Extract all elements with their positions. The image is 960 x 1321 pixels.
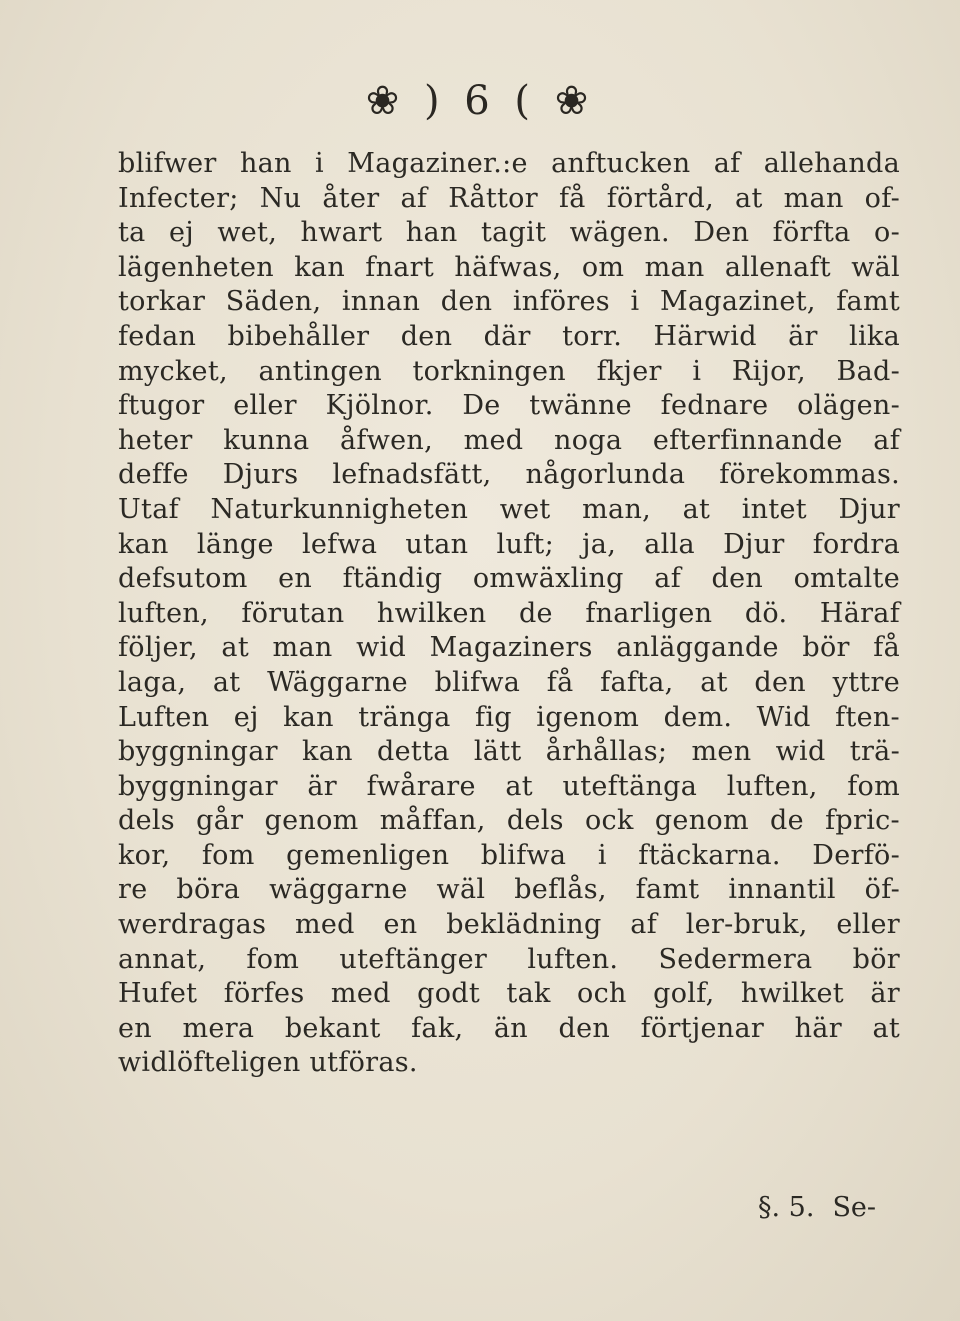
body-text xyxy=(118,147,900,1081)
text-line: mycket, antingen torkningen fkjer i Rijor, Bad- xyxy=(118,355,900,387)
text-line: Luften ej kan tränga fig igenom dem. Wid ften- xyxy=(118,701,900,733)
text-line: deffe Djurs lefnadsfätt, någorlunda förekommas. xyxy=(118,459,900,491)
text-line: byggningar kan detta lätt århållas; men wid trä- xyxy=(118,736,900,768)
text-line: ftugor eller Kjölnor. De twänne fednare olägen- xyxy=(118,390,900,422)
text-line: annat, fom uteftänger luften. Sedermera bör xyxy=(118,943,900,975)
catchword-text: Se- xyxy=(832,1192,877,1223)
section-mark: §. 5. xyxy=(758,1192,815,1223)
text-line: laga, at Wäggarne blifwa få fafta, at den yttre xyxy=(118,666,900,698)
text-line: byggningar är fwårare at uteftänga luften, fom xyxy=(118,770,900,802)
text-line: Infecter; Nu åter af Råttor få förtård, at man of- xyxy=(118,182,900,214)
page-header-ornament: ❀ ) 6 ( ❀ xyxy=(365,78,595,124)
text-line: följer, at man wid Magaziners anläggande bör få xyxy=(118,632,900,664)
text-line: Hufet förfes med godt tak och golf, hwilket är xyxy=(118,978,900,1010)
text-line: fedan bibehåller den där torr. Härwid är lika xyxy=(118,320,900,352)
text-line: werdragas med en beklädning af ler-bruk, eller xyxy=(118,909,900,941)
text-line: lägenheten kan fnart häfwas, om man allenaft wäl xyxy=(118,251,900,283)
text-line: en mera bekant fak, än den förtjenar här at xyxy=(118,1012,900,1044)
text-line: Utaf Naturkunnigheten wet man, at intet Djur xyxy=(118,493,900,525)
text-line: re böra wäggarne wäl beflås, famt innantil öf- xyxy=(118,874,900,906)
text-line: luften, förutan hwilken de fnarligen dö. Häraf xyxy=(118,597,900,629)
text-line: ta ej wet, hwart han tagit wägen. Den förfta o- xyxy=(118,217,900,249)
catchword xyxy=(758,1192,894,1223)
text-line: kan länge lefwa utan luft; ja, alla Djur fordra xyxy=(118,528,900,560)
text-line: kor, fom gemenligen blifwa i ftäckarna. Derfö- xyxy=(118,839,900,871)
text-line: blifwer han i Magaziner.:e anftucken af allehanda xyxy=(118,148,900,179)
text-line: widlöfteligen utföras. xyxy=(118,1047,418,1079)
text-line: dels går genom måffan, dels ock genom de fpric- xyxy=(118,805,900,837)
text-line: defsutom en ftändig omwäxling af den omtalte xyxy=(118,563,900,595)
text-line: torkar Säden, innan den införes i Magazinet, famt xyxy=(118,286,900,318)
text-line: heter kunna åfwen, med noga efterfinnande af xyxy=(118,424,900,456)
